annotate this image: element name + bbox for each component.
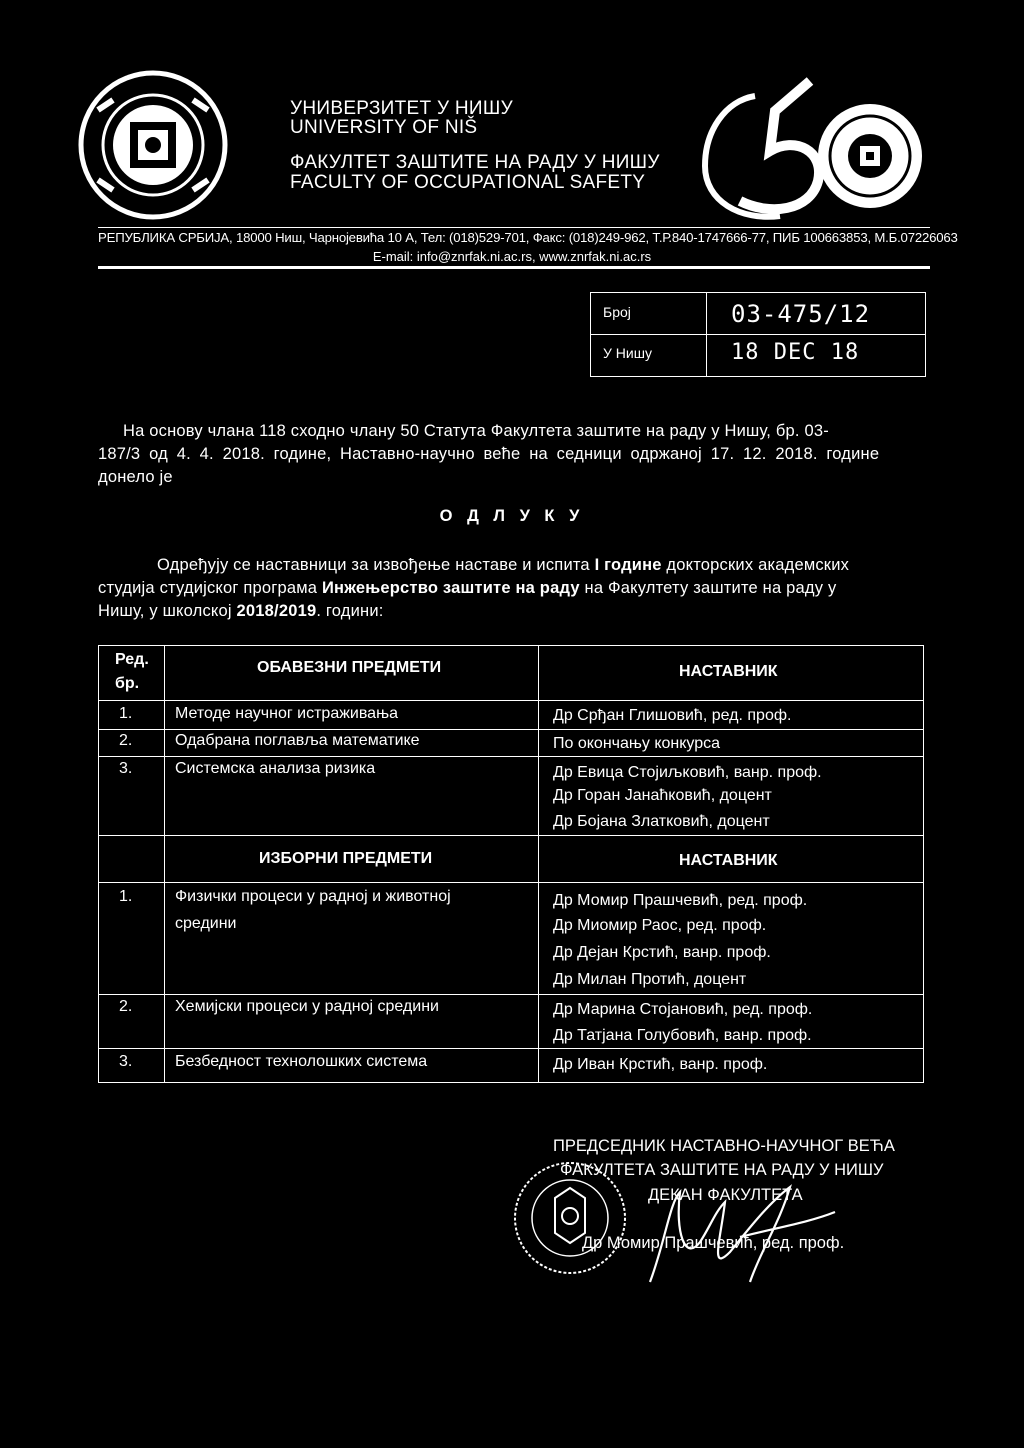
decision-text: Одређују се наставници за извођење наставе и испита <box>157 556 595 574</box>
anniversary-50-icon <box>700 76 930 226</box>
subject-name: Физички процеси у радној и животној <box>175 888 451 905</box>
subject-name-cont: средини <box>175 915 237 932</box>
header-divider-top <box>98 227 930 228</box>
col-header-teacher-2: НАСТАВНИК <box>679 852 778 869</box>
row-divider <box>99 882 923 883</box>
row-divider <box>99 1048 923 1049</box>
faculty-name-sr: ФАКУЛТЕТ ЗАШТИТЕ НА РАДУ У НИШУ <box>290 152 660 173</box>
faculty-address: РЕПУБЛИКА СРБИЈА, 18000 Ниш, Чарнојевића 10 А, Тел: (018)529-701, Факс: (018)249-962, Т.Р.840-1747666-77, ПИБ 100663853, М.Б.07226063 <box>98 230 958 245</box>
teacher-name: Др Миомир Раос, ред. проф. <box>553 917 767 934</box>
decision-text: Нишу, у школској <box>98 602 237 620</box>
col-header-elective: ИЗБОРНИ ПРЕДМЕТИ <box>259 850 433 867</box>
decision-text: докторских академских <box>661 556 850 574</box>
decision-text: на Факултету заштите на раду у <box>579 579 837 597</box>
decision-text: . години: <box>316 602 384 620</box>
faculty-contact: E-mail: info@znrfak.ni.ac.rs, www.znrfak.ni.ac.rs <box>372 249 652 264</box>
number-value: 03-475/12 <box>731 300 871 328</box>
decision-line-3 <box>98 600 384 622</box>
registration-box <box>590 292 926 377</box>
number-row <box>591 293 925 335</box>
teacher-name: Др Срђан Глишовић, ред. проф. <box>553 707 792 724</box>
teacher-name: Др Горан Јанаћковић, доцент <box>553 787 772 804</box>
university-name-sr: УНИВЕРЗИТЕТ У НИШУ <box>290 98 513 119</box>
row-number: 1. <box>119 888 133 905</box>
university-name-en: UNIVERSITY OF NIŠ <box>290 117 478 138</box>
teacher-name: Др Бојана Златковић, доцент <box>553 813 770 830</box>
teacher-name: Др Дејан Крстић, ванр. проф. <box>553 944 771 961</box>
row-number: 2. <box>119 732 133 749</box>
row-divider <box>99 729 923 730</box>
subject-name: Хемијски процеси у радној средини <box>175 998 439 1015</box>
subject-name: Методе научног истраживања <box>175 705 398 722</box>
date-stamp: 18 DEC 18 <box>731 340 860 365</box>
col-divider <box>538 646 539 1082</box>
col-divider <box>164 646 165 1082</box>
intro-line-1: На основу члана 118 сходно члану 50 Статута Факултета заштите на раду у Нишу, бр. 03- <box>123 422 829 440</box>
row-divider <box>99 756 923 757</box>
signatory-name: Др Момир Прашчевић, ред. проф. <box>582 1234 845 1252</box>
decision-text: студија студијског програма <box>98 579 322 597</box>
decision-line-2 <box>98 577 836 599</box>
decision-title: О Д Л У К У <box>439 507 585 525</box>
number-label: Број <box>603 304 631 320</box>
row-number: 2. <box>119 998 133 1015</box>
teacher-name: По окончању конкурса <box>553 735 721 752</box>
university-seal-icon <box>78 70 228 220</box>
subject-name: Одабрана поглавља математике <box>175 732 420 749</box>
subject-name: Системска анализа ризика <box>175 760 376 777</box>
col-header-no-line2: бр. <box>115 675 140 692</box>
teacher-name: Др Иван Крстић, ванр. проф. <box>553 1056 768 1073</box>
decision-program: Инжењерство заштите на раду <box>321 579 580 597</box>
row-divider <box>99 700 923 701</box>
intro-line-3: донело је <box>98 468 173 486</box>
decision-school-year: 2018/2019 <box>236 602 317 620</box>
decision-line-1 <box>157 554 849 576</box>
row-number: 3. <box>119 1053 133 1070</box>
teachers-table <box>98 645 924 1083</box>
row-divider <box>99 835 923 836</box>
teacher-name: Др Марина Стојановић, ред. проф. <box>553 1001 813 1018</box>
faculty-name-en: FACULTY OF OCCUPATIONAL SAFETY <box>290 172 646 193</box>
teacher-name: Др Евица Стојиљковић, ванр. проф. <box>553 764 822 781</box>
signature-title-3: ДЕКАН ФАКУЛТЕТА <box>648 1186 803 1204</box>
subject-name: Безбедност технолошких система <box>175 1053 428 1070</box>
place-label: У Нишу <box>603 345 652 361</box>
date-row <box>591 334 925 375</box>
header-divider-bottom <box>98 266 930 269</box>
intro-line-2: 187/3 од 4. 4. 2018. године, Наставно-научно веће на седници одржаној 17. 12. 2018. године <box>98 445 880 463</box>
row-number: 3. <box>119 760 133 777</box>
col-header-no-line1: Ред. <box>115 651 149 668</box>
decision-year: I године <box>594 556 662 574</box>
col-header-mandatory: ОБАВЕЗНИ ПРЕДМЕТИ <box>257 659 442 676</box>
signature-title-2: ФАКУЛТЕТА ЗАШТИТЕ НА РАДУ У НИШУ <box>560 1161 884 1179</box>
row-divider <box>99 994 923 995</box>
row-number: 1. <box>119 705 133 722</box>
signature-title-1: ПРЕДСЕДНИК НАСТАВНО-НАУЧНОГ ВЕЋА <box>553 1137 895 1155</box>
teacher-name: Др Момир Прашчевић, ред. проф. <box>553 892 808 909</box>
col-header-teacher: НАСТАВНИК <box>679 663 778 680</box>
teacher-name: Др Татјана Голубовић, ванр. проф. <box>553 1027 812 1044</box>
teacher-name: Др Милан Протић, доцент <box>553 971 747 988</box>
